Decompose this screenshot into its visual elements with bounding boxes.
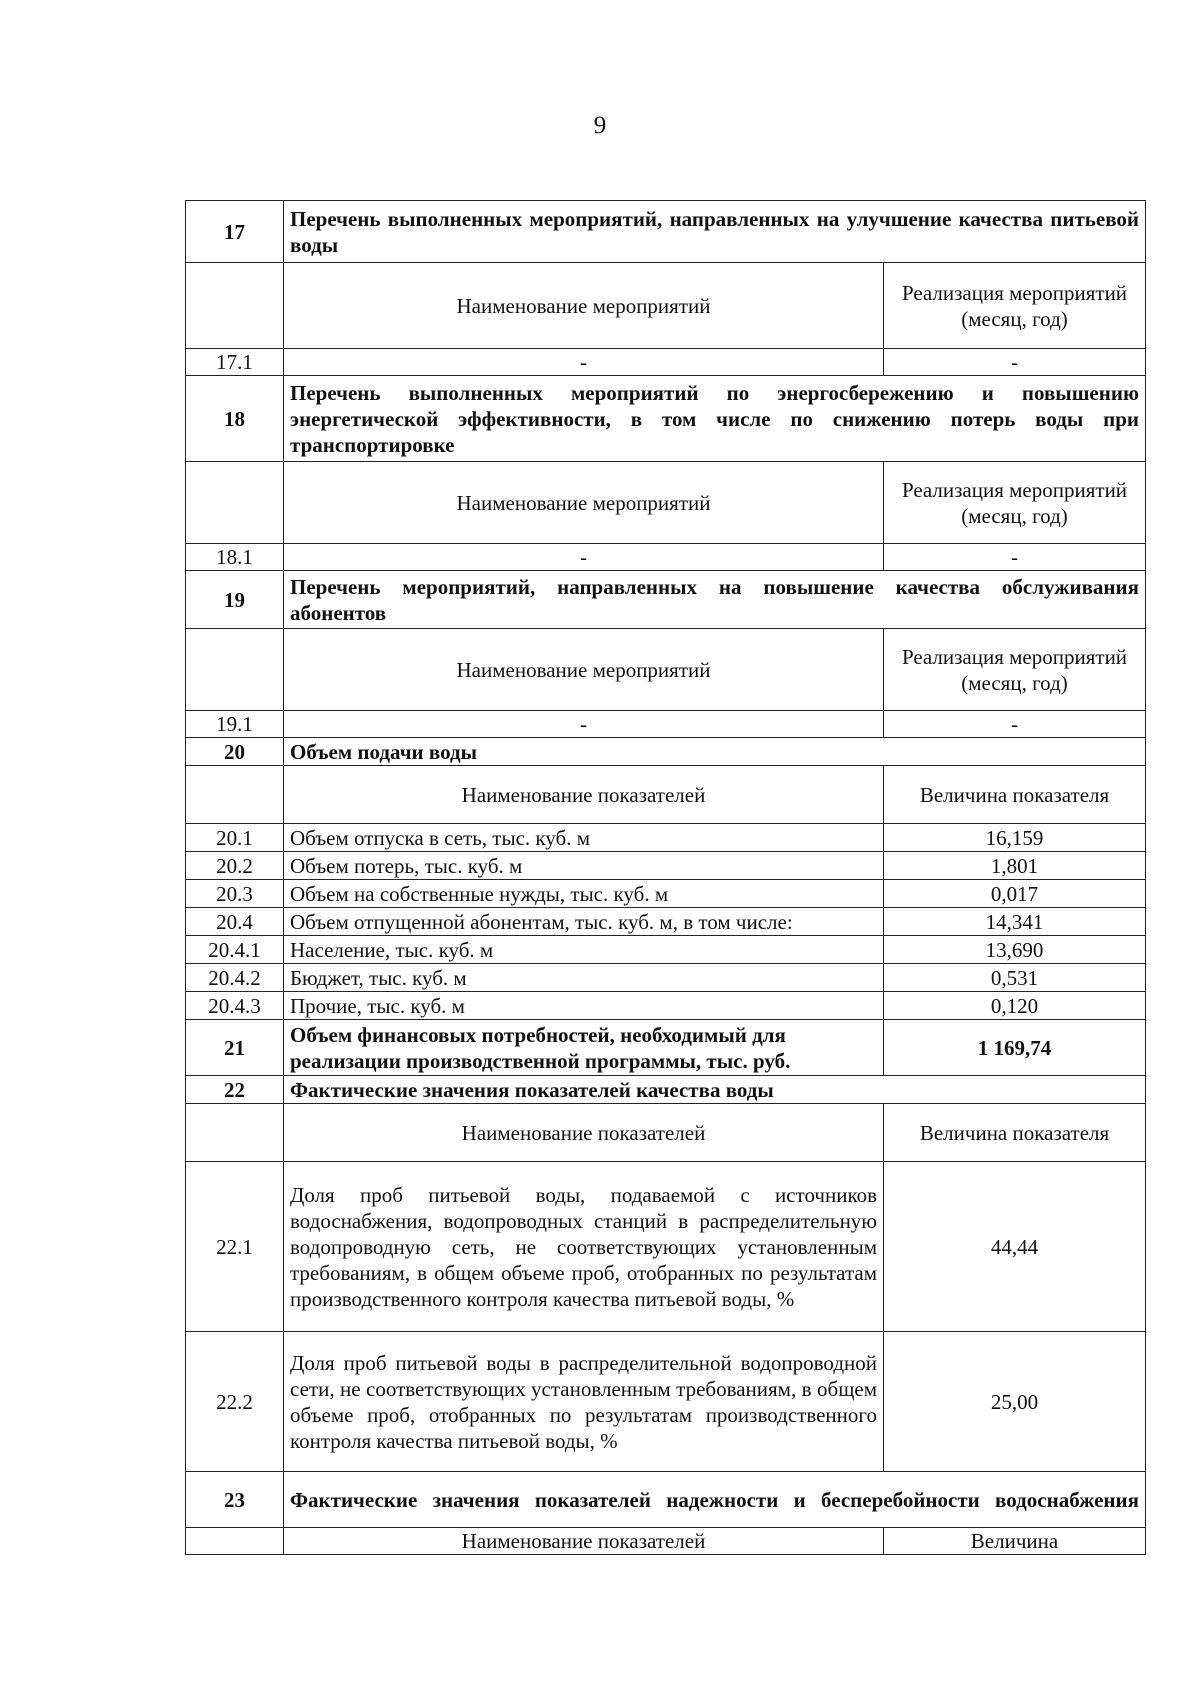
row-number: 20.3 <box>186 880 284 908</box>
row-name: Прочие, тыс. куб. м <box>284 992 884 1020</box>
row-number: 22.1 <box>186 1162 284 1332</box>
section-title: Перечень выполненных мероприятий, направленных на улучшение качества питьевой воды <box>284 201 1146 263</box>
row-value: - <box>884 711 1146 738</box>
row-number: 20.4 <box>186 908 284 936</box>
row-name: Объем потерь, тыс. куб. м <box>284 852 884 880</box>
section-number: 17 <box>186 201 284 263</box>
section-20-columns <box>186 766 1146 824</box>
column-header-value: Реализация мероприятий (месяц, год) <box>884 263 1146 349</box>
section-number: 21 <box>186 1020 284 1076</box>
row-value: - <box>884 349 1146 376</box>
table-row <box>186 880 1146 908</box>
column-header-value: Величина показателя <box>884 766 1146 824</box>
table-row <box>186 544 1146 571</box>
section-title: Перечень выполненных мероприятий по энергосбережению и повышению энергетической эффективности, в том числе по снижению потерь воды при транспортировке <box>284 376 1146 462</box>
section-number: 22 <box>186 1076 284 1104</box>
page-number: 9 <box>593 112 607 139</box>
row-value: 0,120 <box>884 992 1146 1020</box>
row-name: - <box>284 544 884 571</box>
row-name: Население, тыс. куб. м <box>284 936 884 964</box>
section-17-header <box>186 201 1146 263</box>
row-name: Объем отпущенной абонентам, тыс. куб. м, в том числе: <box>284 908 884 936</box>
section-title: Фактические значения показателей качества воды <box>284 1076 1146 1104</box>
table-row <box>186 908 1146 936</box>
row-number: 22.2 <box>186 1332 284 1472</box>
empty-cell <box>186 629 284 711</box>
column-header-name: Наименование показателей <box>284 1104 884 1162</box>
column-header-value: Величина <box>884 1528 1146 1555</box>
column-header-name: Наименование мероприятий <box>284 462 884 544</box>
section-title: Объем подачи воды <box>284 738 1146 766</box>
column-header-name: Наименование показателей <box>284 766 884 824</box>
table-row <box>186 1332 1146 1472</box>
section-19-columns <box>186 629 1146 711</box>
section-17-columns <box>186 263 1146 349</box>
section-number: 23 <box>186 1472 284 1528</box>
section-number: 19 <box>186 571 284 629</box>
empty-cell <box>186 462 284 544</box>
section-20-header <box>186 738 1146 766</box>
table-row <box>186 964 1146 992</box>
section-18-header <box>186 376 1146 462</box>
row-name: Доля проб питьевой воды, подаваемой с источников водоснабжения, водопроводных станций в распределительную водопроводную сеть, не соответствующих установленным требованиям, в общем объеме проб, отобранных по результатам производственного контроля качества питьевой воды, % <box>284 1162 884 1332</box>
row-number: 20.1 <box>186 824 284 852</box>
column-header-name: Наименование мероприятий <box>284 629 884 711</box>
table-row <box>186 936 1146 964</box>
row-value: 13,690 <box>884 936 1146 964</box>
table-row <box>186 349 1146 376</box>
row-value: 44,44 <box>884 1162 1146 1332</box>
column-header-value: Реализация мероприятий (месяц, год) <box>884 462 1146 544</box>
row-name: - <box>284 711 884 738</box>
column-header-value: Величина показателя <box>884 1104 1146 1162</box>
column-header-name: Наименование показателей <box>284 1528 884 1555</box>
section-21-row <box>186 1020 1146 1076</box>
table-row <box>186 852 1146 880</box>
empty-cell <box>186 1104 284 1162</box>
report-table <box>185 200 1146 1555</box>
row-number: 20.4.1 <box>186 936 284 964</box>
section-title: Фактические значения показателей надежности и бесперебойности водоснабжения <box>284 1472 1146 1528</box>
row-value: 25,00 <box>884 1332 1146 1472</box>
section-19-header <box>186 571 1146 629</box>
section-18-columns <box>186 462 1146 544</box>
section-23-header <box>186 1472 1146 1528</box>
row-number: 20.4.3 <box>186 992 284 1020</box>
row-value: 0,017 <box>884 880 1146 908</box>
section-23-columns <box>186 1528 1146 1555</box>
row-number: 18.1 <box>186 544 284 571</box>
row-number: 19.1 <box>186 711 284 738</box>
row-value: 14,341 <box>884 908 1146 936</box>
row-value: 16,159 <box>884 824 1146 852</box>
row-name: Доля проб питьевой воды в распределительной водопроводной сети, не соответствующих установленным требованиям, в общем объеме проб, отобранных по результатам производственного контроля качества питьевой воды, % <box>284 1332 884 1472</box>
row-name: Бюджет, тыс. куб. м <box>284 964 884 992</box>
section-22-header <box>186 1076 1146 1104</box>
row-name: Объем отпуска в сеть, тыс. куб. м <box>284 824 884 852</box>
column-header-name: Наименование мероприятий <box>284 263 884 349</box>
table-row <box>186 992 1146 1020</box>
section-number: 18 <box>186 376 284 462</box>
row-number: 17.1 <box>186 349 284 376</box>
row-value: 0,531 <box>884 964 1146 992</box>
row-number: 20.4.2 <box>186 964 284 992</box>
row-value: - <box>884 544 1146 571</box>
empty-cell <box>186 766 284 824</box>
section-number: 20 <box>186 738 284 766</box>
section-22-columns <box>186 1104 1146 1162</box>
section-title: Объем финансовых потребностей, необходимый для реализации производственной программы, тыс. руб. <box>284 1020 884 1076</box>
table-row <box>186 1162 1146 1332</box>
row-name: Объем на собственные нужды, тыс. куб. м <box>284 880 884 908</box>
empty-cell <box>186 1528 284 1555</box>
table-row <box>186 711 1146 738</box>
row-number: 20.2 <box>186 852 284 880</box>
row-value: 1,801 <box>884 852 1146 880</box>
section-title: Перечень мероприятий, направленных на повышение качества обслуживания абонентов <box>284 571 1146 629</box>
column-header-value: Реализация мероприятий (месяц, год) <box>884 629 1146 711</box>
row-value: 1 169,74 <box>884 1020 1146 1076</box>
empty-cell <box>186 263 284 349</box>
table-row <box>186 824 1146 852</box>
row-name: - <box>284 349 884 376</box>
